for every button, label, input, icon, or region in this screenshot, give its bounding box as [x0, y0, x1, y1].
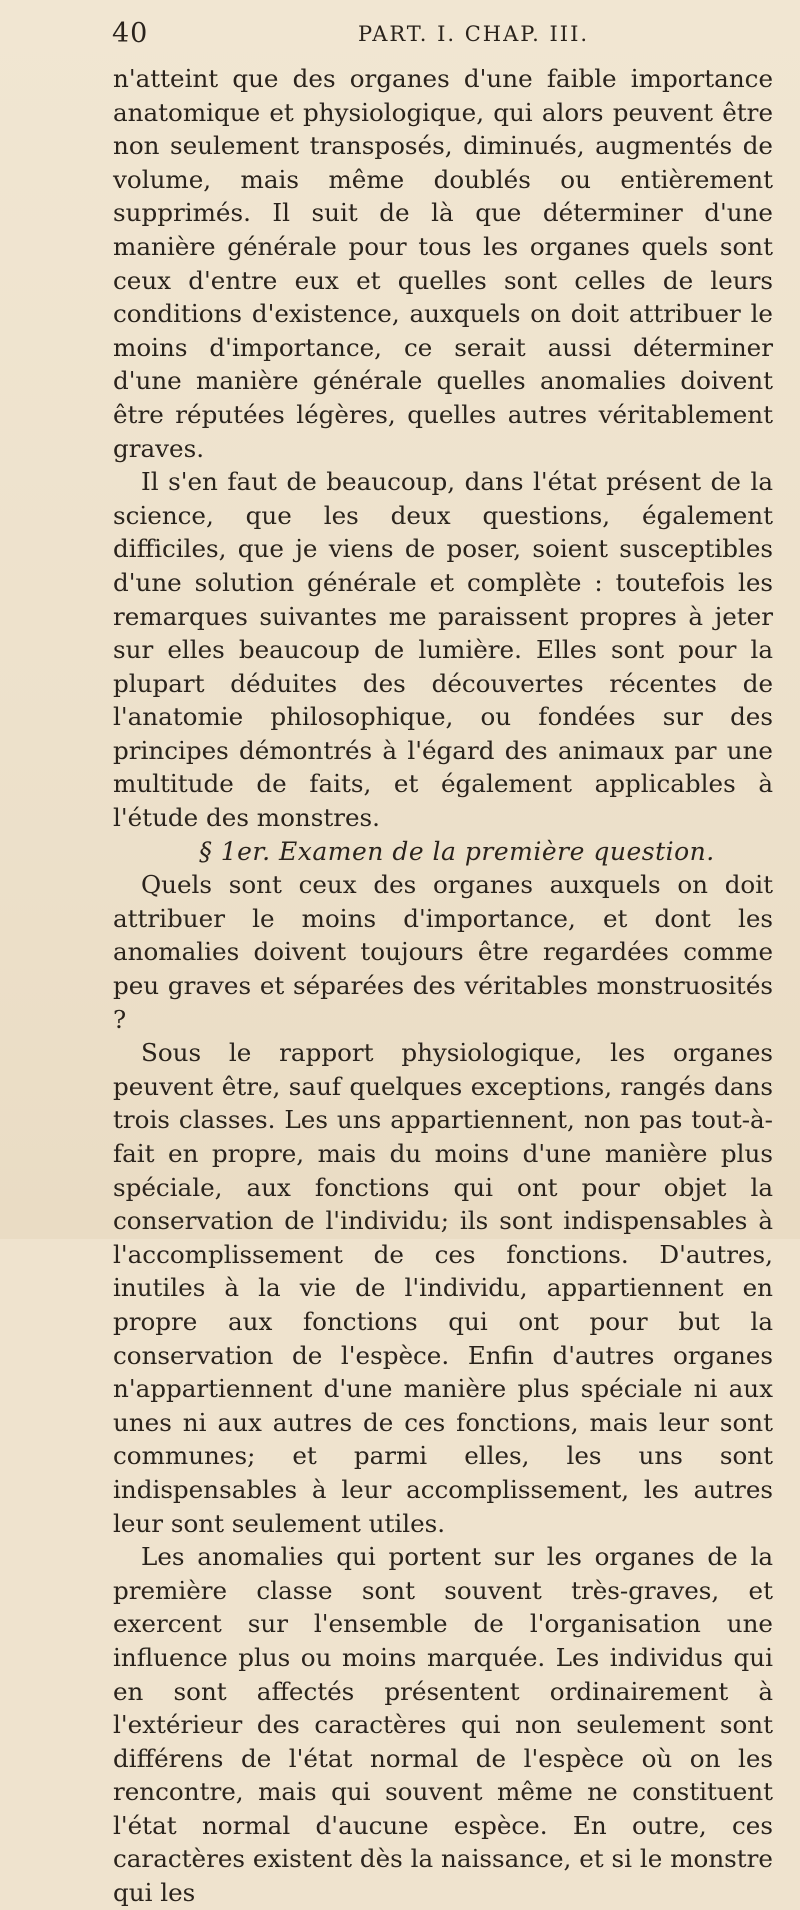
running-head: PART. I. CHAP. III. [358, 22, 590, 46]
paragraph-2: Il s'en faut de beaucoup, dans l'état présent de la science, que les deux questions, également difficiles, que je viens de poser, soient susceptibles d'une solution générale et complète : toutefois les remarques suivantes me paraissent propres à jeter sur elles beaucoup de lumière. Elles sont pour la plupart déduites des découvertes récentes de l'anatomie philosophique, ou fondées sur des principes démontrés à l'égard des animaux par une multitude de faits, et également applicables à l'étude des monstres. [113, 467, 773, 833]
paragraph-5: Les anomalies qui portent sur les organes de la première classe sont souvent très-graves, et exercent sur l'ensemble de l'organisation une influence plus ou moins marquée. Les individus qui en sont affectés présentent ordinairement à l'extérieur des caractères qui non seulement sont différens de l'état normal de l'espèce où on les rencontre, mais qui souvent même ne constituent l'état normal d'aucune espèce. En outre, ces caractères existent dès la naissance, et si le monstre qui les [113, 1542, 773, 1908]
paragraph-4: Sous le rapport physiologique, les organes peuvent être, sauf quelques exceptions, rangés dans trois classes. Les uns appartiennent, non pas tout-à-fait en propre, mais du moins d'une manière plus spéciale, aux fonctions qui ont pour objet la conservation de l'individu; ils sont indispensables à l'accomplissement de ces fonctions. D'autres, inutiles à la vie de l'individu, appartiennent en propre aux fonctions qui ont pour but la conservation de l'espèce. Enfin d'autres organes n'appartiennent d'une manière plus spéciale ni aux unes ni aux autres de ces fonctions, mais leur sont communes; et parmi elles, les uns sont indispensables à leur accomplissement, les autres leur sont seulement utiles. [113, 1038, 773, 1538]
page-number: 40 [112, 18, 149, 49]
section-heading: § 1er. Examen de la première question. [199, 836, 715, 866]
paragraph-3: Quels sont ceux des organes auxquels on doit attribuer le moins d'importance, et dont les anomalies doivent toujours être regardées comme peu graves et séparées des véritables monstruosités ? [113, 870, 773, 1034]
paragraph-1: n'atteint que des organes d'une faible importance anatomique et physiologique, qui alors peuvent être non seulement transposés, diminués, augmentés de volume, mais même doublés ou entièrement supprimés. Il suit de là que déterminer d'une manière générale pour tous les organes quels sont ceux d'entre eux et quelles sont celles de leurs conditions d'existence, auxquels on doit attribuer le moins d'importance, ce serait aussi déterminer d'une manière générale quelles anomalies doivent être réputées légères, quelles autres véritablement graves. [113, 64, 773, 463]
page-header [0, 10, 800, 58]
body-text [113, 62, 773, 1910]
